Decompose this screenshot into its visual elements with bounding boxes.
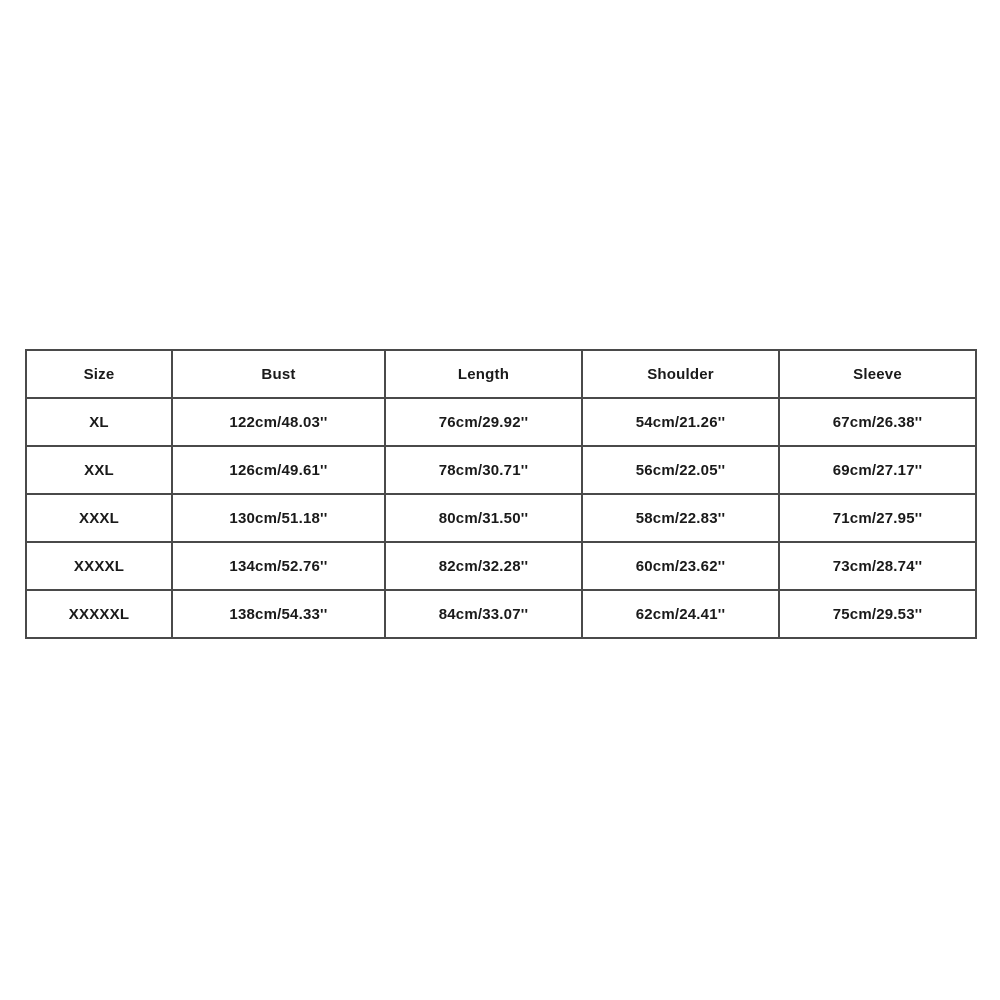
size-chart-table — [25, 349, 977, 639]
header-sleeve: Sleeve — [779, 350, 976, 398]
table-row — [26, 542, 976, 590]
bust-cell: 122cm/48.03'' — [172, 398, 385, 446]
shoulder-cell: 60cm/23.62'' — [582, 542, 779, 590]
sleeve-cell: 71cm/27.95'' — [779, 494, 976, 542]
sleeve-cell: 75cm/29.53'' — [779, 590, 976, 638]
shoulder-cell: 58cm/22.83'' — [582, 494, 779, 542]
bust-cell: 126cm/49.61'' — [172, 446, 385, 494]
length-cell: 82cm/32.28'' — [385, 542, 582, 590]
table-row — [26, 494, 976, 542]
size-cell: XXL — [26, 446, 172, 494]
shoulder-cell: 54cm/21.26'' — [582, 398, 779, 446]
size-cell: XXXXXL — [26, 590, 172, 638]
size-cell: XXXXL — [26, 542, 172, 590]
header-size: Size — [26, 350, 172, 398]
shoulder-cell: 62cm/24.41'' — [582, 590, 779, 638]
header-length: Length — [385, 350, 582, 398]
sleeve-cell: 69cm/27.17'' — [779, 446, 976, 494]
length-cell: 84cm/33.07'' — [385, 590, 582, 638]
length-cell: 76cm/29.92'' — [385, 398, 582, 446]
length-cell: 78cm/30.71'' — [385, 446, 582, 494]
header-shoulder: Shoulder — [582, 350, 779, 398]
shoulder-cell: 56cm/22.05'' — [582, 446, 779, 494]
bust-cell: 130cm/51.18'' — [172, 494, 385, 542]
bust-cell: 134cm/52.76'' — [172, 542, 385, 590]
length-cell: 80cm/31.50'' — [385, 494, 582, 542]
size-cell: XXXL — [26, 494, 172, 542]
table-row — [26, 446, 976, 494]
sleeve-cell: 67cm/26.38'' — [779, 398, 976, 446]
table-row — [26, 398, 976, 446]
bust-cell: 138cm/54.33'' — [172, 590, 385, 638]
sleeve-cell: 73cm/28.74'' — [779, 542, 976, 590]
size-cell: XL — [26, 398, 172, 446]
header-bust: Bust — [172, 350, 385, 398]
table-row — [26, 590, 976, 638]
header-row — [26, 350, 976, 398]
